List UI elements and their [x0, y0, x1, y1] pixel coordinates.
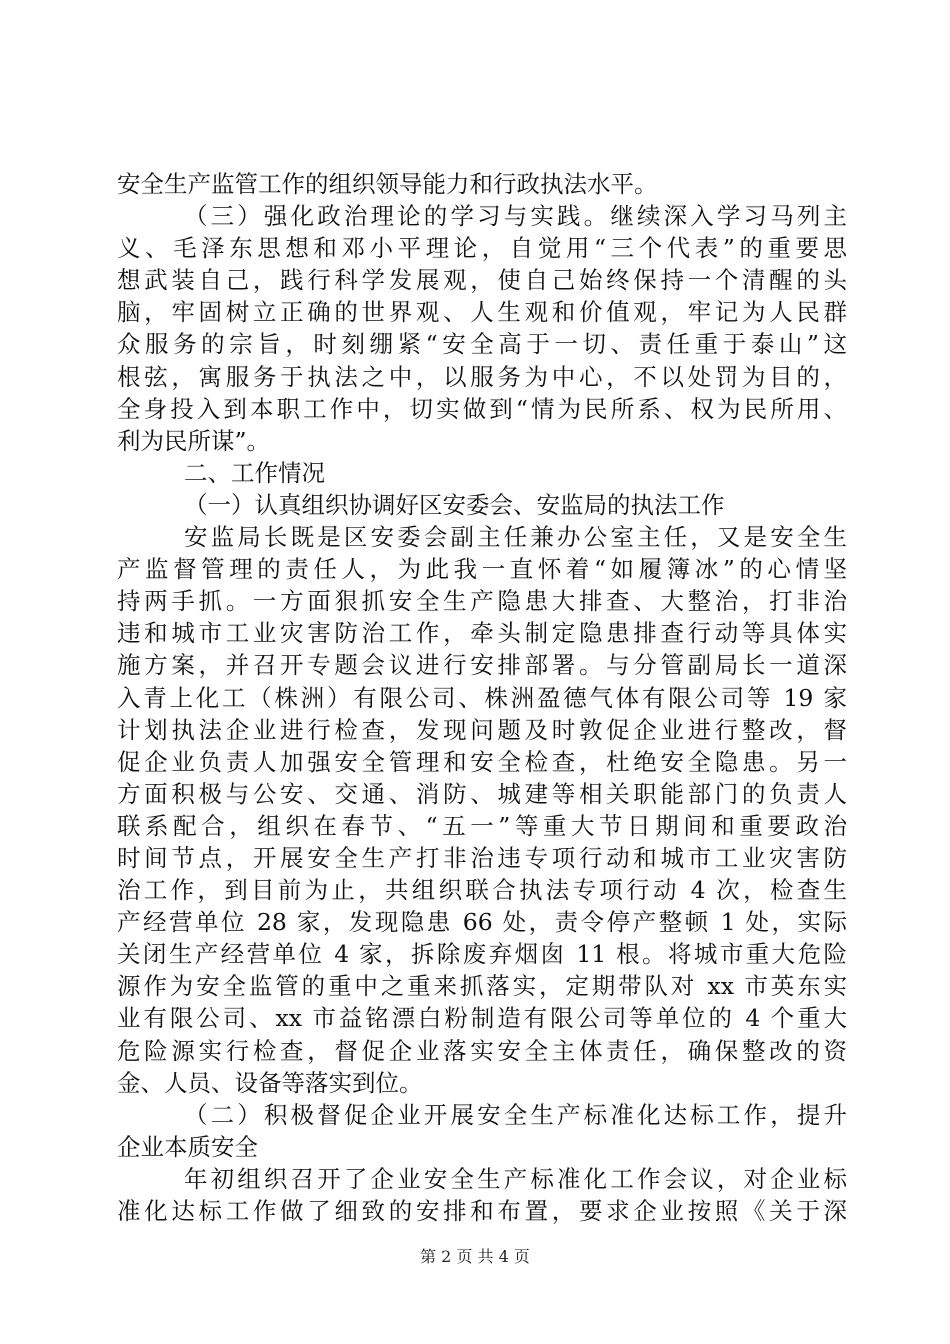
text-line: 安监局长既是区安委会副主任兼办公室主任，又是安全生 — [184, 523, 847, 552]
text-line: 施方案，并召开专题会议进行安排部署。与分管副局长一道深 — [117, 651, 847, 680]
text-line: 源作为安全监管的重中之重来抓落实，定期带队对 xx 市英东实 — [117, 972, 847, 1001]
text-line: 时间节点，开展安全生产打非治违专项行动和城市工业灾害防 — [117, 843, 847, 872]
text-line: 业有限公司、xx 市益铭漂白粉制造有限公司等单位的 4 个重大 — [117, 1004, 847, 1033]
text-line: 促企业负责人加强安全管理和安全检查，杜绝安全隐患。另一 — [117, 747, 847, 776]
text-line: 危险源实行检查，督促企业落实安全主体责任，确保整改的资 — [117, 1036, 847, 1065]
text-line: （三）强化政治理论的学习与实践。继续深入学习马列主 — [184, 202, 847, 231]
text-line: 违和城市工业灾害防治工作，牵头制定隐患排查行动等具体实 — [117, 619, 847, 648]
text-line: 联系配合，组织在春节、“五一”等重大节日期间和重要政治 — [117, 811, 847, 840]
text-line: 脑，牢固树立正确的世界观、人生观和价值观，牢记为人民群 — [117, 298, 847, 327]
text-line: 利为民所谋”。 — [117, 426, 271, 455]
text-line: 治工作，到目前为止，共组织联合执法专项行动 4 次，检查生 — [117, 876, 847, 905]
text-line: 安全生产监管工作的组织领导能力和行政执法水平。 — [117, 170, 658, 198]
text-line: 持两手抓。一方面狠抓安全生产隐患大排查、大整治，打非治 — [117, 587, 847, 616]
text-line: 产监督管理的责任人，为此我一直怀着“如履簿冰”的心情坚 — [117, 555, 847, 584]
page-footer: 第 2 页 共 4 页 — [420, 1247, 530, 1266]
text-line: （二）积极督促企业开展安全生产标准化达标工作，提升 — [184, 1100, 847, 1129]
text-line: 根弦，寓服务于执法之中，以服务为中心，不以处罚为目的， — [117, 362, 847, 391]
text-line: 年初组织召开了企业安全生产标准化工作会议，对企业标 — [184, 1164, 847, 1193]
text-line: 众服务的宗旨，时刻绷紧“安全高于一切、责任重于泰山”这 — [117, 330, 847, 359]
document-body — [117, 168, 847, 1227]
text-line: 关闭生产经营单位 4 家，拆除废弃烟囱 11 根。将城市重大危险 — [117, 940, 847, 969]
text-line: 产经营单位 28 家，发现隐患 66 处，责令停产整顿 1 处，实际 — [117, 908, 847, 937]
text-line: 计划执法企业进行检查，发现问题及时敦促企业进行整改，督 — [117, 715, 847, 744]
text-line: 金、人员、设备等落实到位。 — [117, 1068, 423, 1097]
text-line: 想武装自己，践行科学发展观，使自己始终保持一个清醒的头 — [117, 266, 847, 295]
text-line: 二、工作情况 — [184, 458, 325, 487]
text-line: 方面积极与公安、交通、消防、城建等相关职能部门的负责人 — [117, 779, 847, 808]
text-line: （一）认真组织协调好区安委会、安监局的执法工作 — [184, 490, 725, 519]
text-line: 企业本质安全 — [117, 1132, 258, 1161]
text-line: 全身投入到本职工作中，切实做到“情为民所系、权为民所用、 — [117, 394, 847, 423]
text-line: 义、毛泽东思想和邓小平理论，自觉用“三个代表”的重要思 — [117, 234, 847, 263]
text-line: 准化达标工作做了细致的安排和布置，要求企业按照《关于深 — [117, 1197, 847, 1225]
text-line: 入青上化工（株洲）有限公司、株洲盈德气体有限公司等 19 家 — [117, 683, 847, 712]
